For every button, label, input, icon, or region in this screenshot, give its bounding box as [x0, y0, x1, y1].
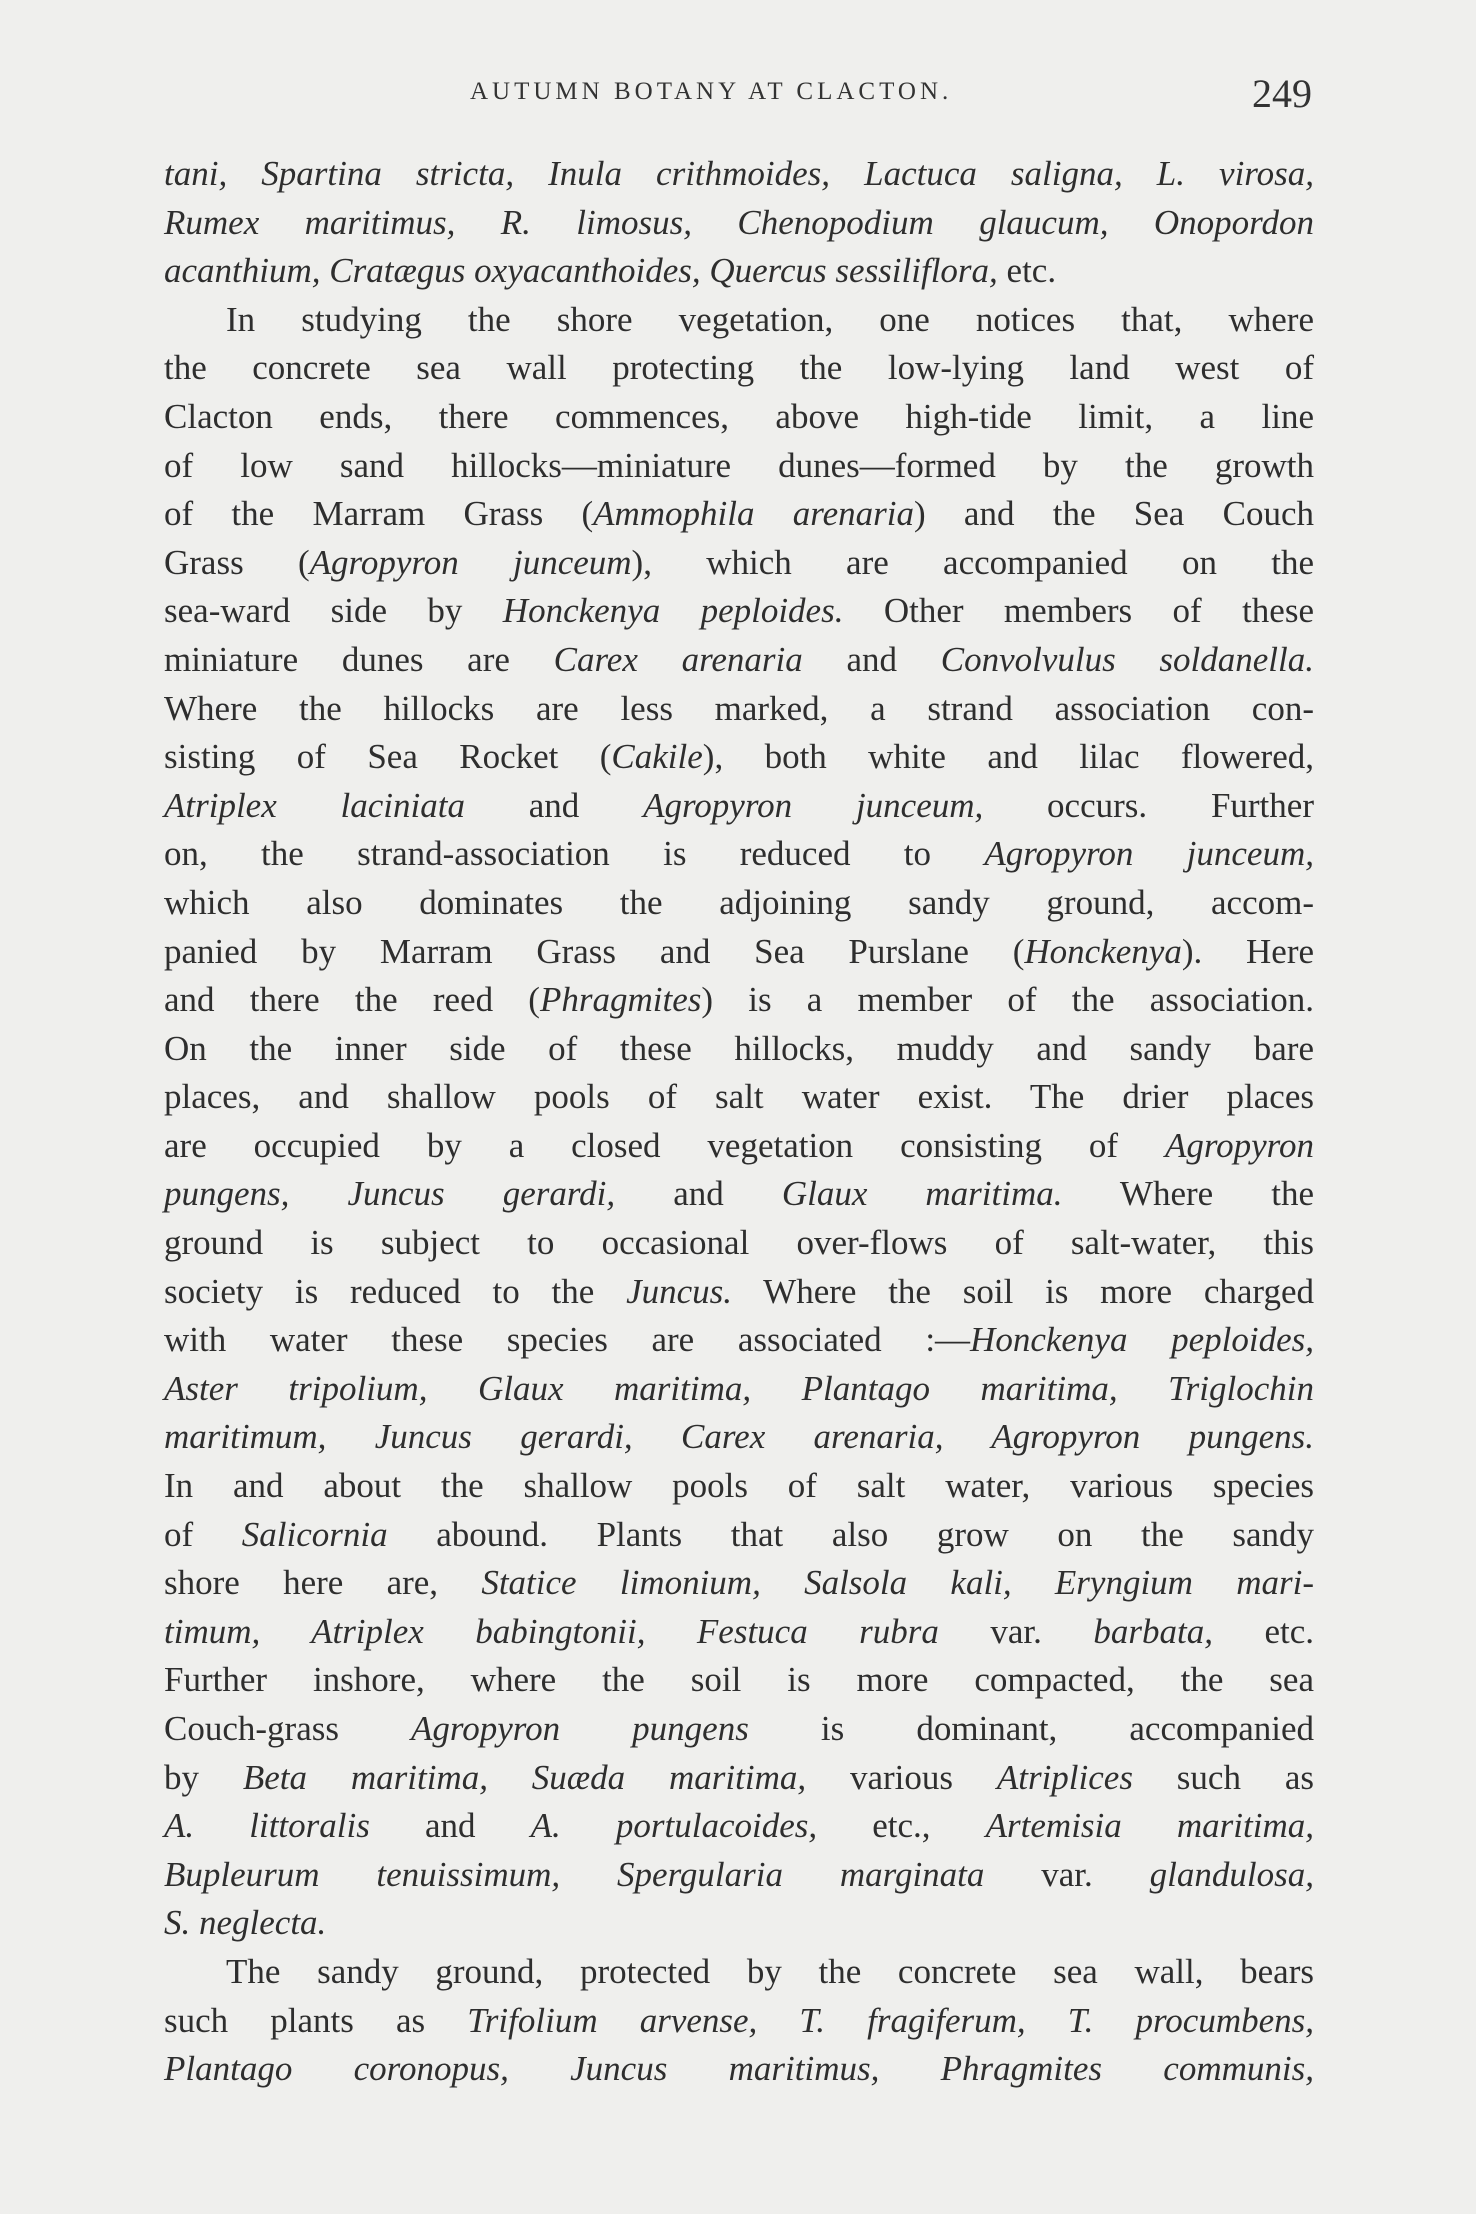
- text-segment: ground is subject to occasional over-flows of salt-water, this: [164, 1223, 1314, 1263]
- text-segment: of low sand hillocks—miniature dunes—formed by the growth: [164, 445, 1314, 485]
- italic-text: Honckenya: [1024, 931, 1182, 971]
- italic-text: Salicornia: [241, 1514, 388, 1554]
- text-segment: ), both white and lilac flowered,: [702, 737, 1314, 777]
- text-line: [164, 1948, 1314, 1997]
- text-segment: Further inshore, where the soil is more compacted, the sea: [164, 1660, 1314, 1700]
- italic-text: Cakile: [611, 737, 703, 777]
- italic-text: pungens, Juncus gerardi,: [164, 1174, 616, 1214]
- text-segment: occurs. Further: [983, 785, 1314, 825]
- text-segment: the concrete sea wall protecting the low-lying land west of: [164, 348, 1314, 388]
- italic-text: S. neglecta.: [164, 1903, 327, 1943]
- text-line: [164, 733, 1314, 782]
- italic-text: Agropyron junceum,: [643, 785, 984, 825]
- italic-text: Honckenya peploides,: [970, 1320, 1314, 1360]
- text-line: [164, 976, 1314, 1025]
- page-number: 249: [1252, 71, 1312, 116]
- text-line: [164, 1219, 1314, 1268]
- text-segment: In studying the shore vegetation, one notices that, where: [226, 299, 1314, 339]
- text-segment: abound. Plants that also grow on the sandy: [387, 1514, 1315, 1554]
- text-segment: Grass (: [164, 542, 310, 582]
- text-segment: Where the soil is more charged: [732, 1271, 1314, 1311]
- text-segment: society is reduced to the: [164, 1271, 627, 1311]
- text-segment: var.: [938, 1611, 1094, 1651]
- italic-text: Convolvulus soldanella.: [940, 639, 1315, 679]
- text-line: [164, 539, 1314, 588]
- text-segment: places, and shallow pools of salt water exist. The drier places: [164, 1077, 1314, 1117]
- text-line: [164, 1025, 1314, 1074]
- text-segment: Other members of these: [843, 591, 1314, 631]
- text-segment: shore here are,: [164, 1563, 482, 1603]
- text-segment: are occupied by a closed vegetation consisting of: [164, 1125, 1165, 1165]
- text-line: [164, 1851, 1314, 1900]
- text-line: [164, 1413, 1314, 1462]
- text-line: [164, 1511, 1314, 1560]
- italic-text: Artemisia maritima,: [985, 1806, 1314, 1846]
- text-segment: ) and the Sea Couch: [914, 494, 1314, 534]
- italic-text: Plantago coronopus, Juncus maritimus, Phragmites communis,: [164, 2049, 1314, 2089]
- text-segment: of the Marram Grass (: [164, 494, 594, 534]
- text-segment: and: [615, 1174, 782, 1214]
- italic-text: Agropyron: [1164, 1125, 1314, 1165]
- text-segment: with water these species are associated :—: [164, 1320, 971, 1360]
- text-segment: and: [369, 1806, 531, 1846]
- italic-text: Bupleurum tenuissimum, Spergularia marginata: [164, 1854, 985, 1894]
- text-line: [164, 393, 1314, 442]
- text-segment: on, the strand-association is reduced to: [164, 834, 985, 874]
- text-line: [164, 442, 1314, 491]
- text-line: [164, 247, 1314, 296]
- text-segment: Clacton ends, there commences, above high-tide limit, a line: [164, 396, 1314, 436]
- italic-text: Agropyron junceum: [309, 542, 632, 582]
- text-line: [164, 1997, 1314, 2046]
- italic-text: A. portulacoides,: [530, 1806, 818, 1846]
- text-segment: sisting of Sea Rocket (: [164, 737, 612, 777]
- italic-text: Atriplex laciniata: [164, 785, 465, 825]
- text-line: [164, 1656, 1314, 1705]
- italic-text: Agropyron pungens: [411, 1709, 749, 1748]
- running-header: [0, 70, 1476, 120]
- italic-text: Carex arenaria: [553, 639, 803, 679]
- text-segment: etc.: [1212, 1611, 1314, 1651]
- text-segment: In and about the shallow pools of salt water, various species: [164, 1466, 1314, 1506]
- text-segment: ), which are accompanied on the: [631, 542, 1314, 582]
- italic-text: maritimum, Juncus gerardi, Carex arenaria, Agropyron pungens.: [164, 1417, 1314, 1457]
- text-line: [164, 1073, 1314, 1122]
- text-segment: various: [806, 1757, 997, 1797]
- text-line: [164, 879, 1314, 928]
- text-segment: miniature dunes are: [164, 639, 554, 679]
- text-segment: Where the: [1062, 1174, 1314, 1214]
- text-segment: is dominant, accompanied: [748, 1709, 1314, 1748]
- text-segment: and: [802, 639, 941, 679]
- italic-text: timum, Atriplex babingtonii, Festuca rubra: [164, 1611, 939, 1651]
- italic-text: A. littoralis: [164, 1806, 370, 1846]
- italic-text: Statice limonium, Salsola kali, Eryngium mari-: [481, 1563, 1315, 1603]
- text-line: [164, 1268, 1314, 1317]
- text-segment: ). Here: [1181, 931, 1315, 971]
- text-line: [164, 1899, 1314, 1948]
- text-line: [164, 199, 1314, 248]
- text-segment: by: [164, 1757, 243, 1797]
- text-line: [164, 1802, 1314, 1851]
- italic-text: Atriplices: [996, 1757, 1133, 1797]
- text-segment: On the inner side of these hillocks, muddy and sandy bare: [164, 1028, 1314, 1068]
- text-line: [164, 830, 1314, 879]
- italic-text: glandulosa,: [1149, 1854, 1314, 1894]
- text-segment: panied by Marram Grass and Sea Purslane (: [164, 931, 1025, 971]
- text-line: [164, 2045, 1314, 2094]
- text-segment: such as: [1132, 1757, 1314, 1797]
- text-line: [164, 685, 1314, 734]
- text-segment: and: [464, 785, 644, 825]
- running-title: AUTUMN BOTANY AT CLACTON.: [470, 78, 953, 105]
- text-segment: which also dominates the adjoining sandy ground, accom-: [164, 882, 1314, 922]
- text-line: [164, 490, 1314, 539]
- text-line: [164, 1705, 1314, 1754]
- italic-text: Glaux maritima.: [781, 1174, 1063, 1214]
- text-segment: etc.,: [817, 1806, 986, 1846]
- text-line: [164, 1462, 1314, 1511]
- italic-text: Agropyron junceum,: [984, 834, 1314, 874]
- italic-text: Honckenya peploides.: [502, 591, 844, 631]
- text-segment: etc.: [1006, 251, 1057, 291]
- text-line: [164, 782, 1314, 831]
- text-line: [164, 1754, 1314, 1803]
- text-line: [164, 296, 1314, 345]
- italic-text: acanthium, Cratægus oxyacanthoides, Quercus sessiliflora,: [164, 251, 1007, 291]
- text-line: [164, 636, 1314, 685]
- italic-text: Aster tripolium, Glaux maritima, Plantago maritima, Triglochin: [164, 1368, 1314, 1408]
- italic-text: tani, Spartina stricta, Inula crithmoides, Lactuca saligna, L. virosa,: [164, 154, 1314, 193]
- text-line: [164, 928, 1314, 977]
- text-segment: The sandy ground, protected by the concrete sea wall, bears: [226, 1951, 1314, 1991]
- text-segment: sea-ward side by: [164, 591, 503, 631]
- text-line: [164, 1170, 1314, 1219]
- italic-text: barbata,: [1093, 1611, 1213, 1651]
- italic-text: Rumex maritimus, R. limosus, Chenopodium glaucum, Onopordon: [164, 202, 1314, 242]
- italic-text: Beta maritima, Suæda maritima,: [242, 1757, 807, 1797]
- text-line: [164, 1365, 1314, 1414]
- italic-text: Phragmites: [539, 980, 702, 1020]
- text-line: [164, 1122, 1314, 1171]
- italic-text: Trifolium arvense, T. fragiferum, T. procumbens,: [467, 2000, 1315, 2040]
- text-line: [164, 150, 1314, 199]
- text-segment: and there the reed (: [164, 980, 540, 1020]
- text-line: [164, 344, 1314, 393]
- italic-text: Juncus.: [626, 1271, 733, 1311]
- text-segment: Couch-grass: [164, 1709, 412, 1748]
- text-line: [164, 587, 1314, 636]
- text-segment: var.: [984, 1854, 1150, 1894]
- text-line: [164, 1316, 1314, 1365]
- text-segment: such plants as: [164, 2000, 468, 2040]
- body-text: [164, 150, 1314, 2094]
- text-line: [164, 1559, 1314, 1608]
- italic-text: Ammophila arenaria: [593, 494, 914, 534]
- text-segment: of: [164, 1514, 242, 1554]
- text-segment: ) is a member of the association.: [701, 980, 1315, 1020]
- text-segment: Where the hillocks are less marked, a strand association con-: [164, 688, 1314, 728]
- text-line: [164, 1608, 1314, 1657]
